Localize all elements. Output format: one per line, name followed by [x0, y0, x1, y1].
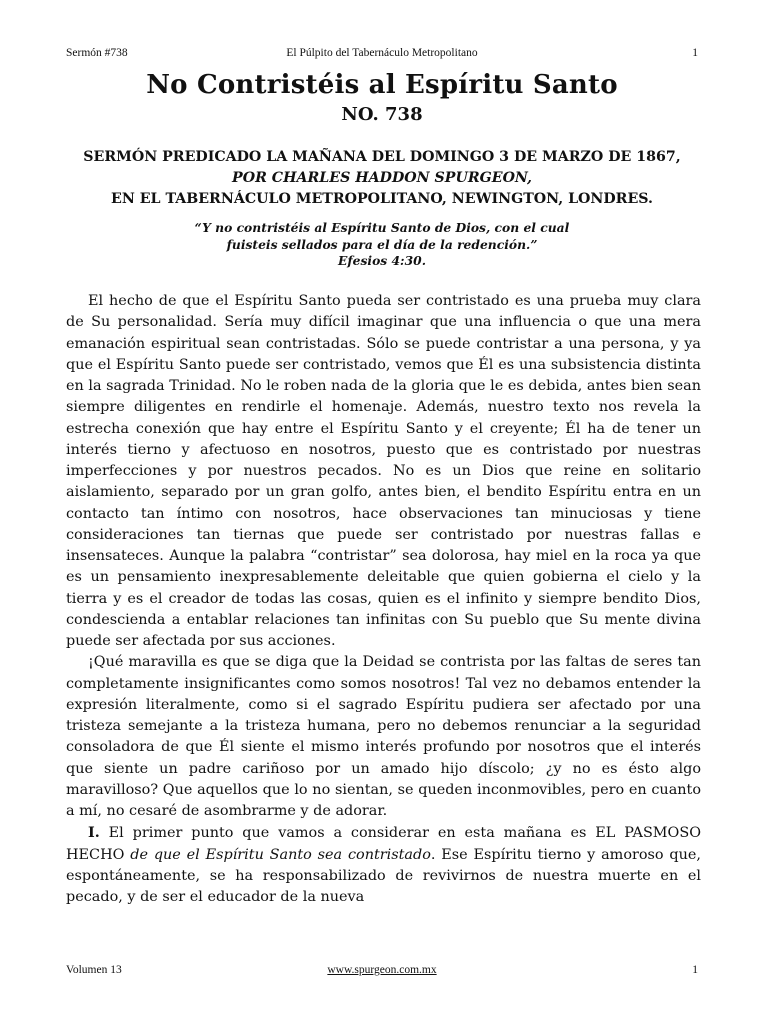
paragraph-2: ¡Qué maravilla es que se diga que la Deidad se contrista por las faltas de seres tan completamente insignificantes como somos nosotros! Tal vez no debamos entender la expresión literalmente, como si el sagrado Espíritu pudiera ser afectado por una tristeza semejante a la tristeza humana, pero no debemos renunciar a la seguridad consoladora de que Él siente el mismo interés profundo por nosotros que el interés que siente un padre cariñoso por un amado hijo díscolo; ¿y no es ésto algo maravilloso? Que aquellos que lo no sientan, se queden inconmovibles, pero en cuanto a mí, no cesaré de asombrarme y de adorar.	[66, 654, 701, 819]
paragraph-3-text-a: El primer punto que vamos a considerar en esta mañana es EL PASMOSO HECHO	[66, 825, 701, 863]
footer-page-number: 1	[692, 964, 698, 976]
sermon-body	[66, 291, 701, 908]
paragraph-3-emphasis: de que el Espíritu Santo sea contristado	[130, 846, 431, 863]
point-label: I.	[88, 824, 100, 842]
sermon-title: No Contristéis al Espíritu Santo	[146, 70, 618, 100]
header-page-number: 1	[692, 47, 698, 59]
preached-author: POR CHARLES HADDON SPURGEON,	[232, 170, 532, 186]
sermon-number: NO. 738	[341, 104, 423, 125]
footer-volume: Volumen 13	[66, 964, 122, 976]
preached-location: EN EL TABERNÁCULO METROPOLITANO, NEWINGTON, LONDRES.	[111, 191, 653, 207]
verse-reference: Efesios 4:30.	[338, 253, 426, 268]
paragraph-3-text-b: . Ese Espíritu tierno y amoroso que, espontáneamente, se ha responsabilizado de revivirnos de nuestra muerte en el pecado, y de ser el educador de la nueva	[66, 846, 701, 905]
header-sermon-number: Sermón #738	[66, 47, 128, 59]
header-publication: El Púlpito del Tabernáculo Metropolitano	[286, 47, 478, 59]
verse-line-1: “Y no contristéis al Espíritu Santo de Dios, con el cual	[194, 220, 570, 235]
footer-website-link[interactable]: www.spurgeon.com.mx	[327, 964, 437, 976]
running-footer	[66, 962, 698, 978]
running-header	[66, 45, 698, 61]
preached-date: SERMÓN PREDICADO LA MAÑANA DEL DOMINGO 3 DE MARZO DE 1867,	[83, 149, 681, 165]
verse-line-2: fuisteis sellados para el día de la redención.”	[226, 236, 538, 252]
scripture-verse	[120, 220, 644, 270]
preached-info	[60, 147, 704, 210]
paragraph-3	[66, 822, 701, 908]
paragraph-1: El hecho de que el Espíritu Santo pueda ser contristado es una prueba muy clara de Su personalidad. Sería muy difícil imaginar que una influencia o que una mera emanación espiritual sean contristadas. Sólo se puede contristar a una persona, y ya que el Espíritu Santo puede ser contristado, vemos que Él es una subsistencia distinta en la sagrada Trinidad. No le roben nada de la gloria que le es debida, antes bien sean siempre diligentes en rendirle el homenaje. Además, nuestro texto nos revela la estrecha conexión que hay entre el Espíritu Santo y el creyente; Él ha de tener un interés tierno y afectuoso en nosotros, puesto que es contristado por nuestras imperfecciones y por nuestros pecados. No es un Dios que reine en solitario aislamiento, separado por un gran golfo, antes bien, el bendito Espíritu entra en un contacto tan íntimo con nosotros, hace observaciones tan minuciosas y tiene consideraciones tan tiernas que puede ser contristado por nuestras fallas e insensateces. Aunque la palabra “contristar” sea dolorosa, hay miel en la roca ya que es un pensamiento inexpresablemente deleitable que quien gobierna el cielo y la tierra y es el creador de todas las cosas, quien es el infinito y siempre bendito Dios, condescienda a entablar relaciones tan infinitas con Su pueblo que Su mente divina puede ser afectada por sus acciones.	[66, 293, 701, 649]
